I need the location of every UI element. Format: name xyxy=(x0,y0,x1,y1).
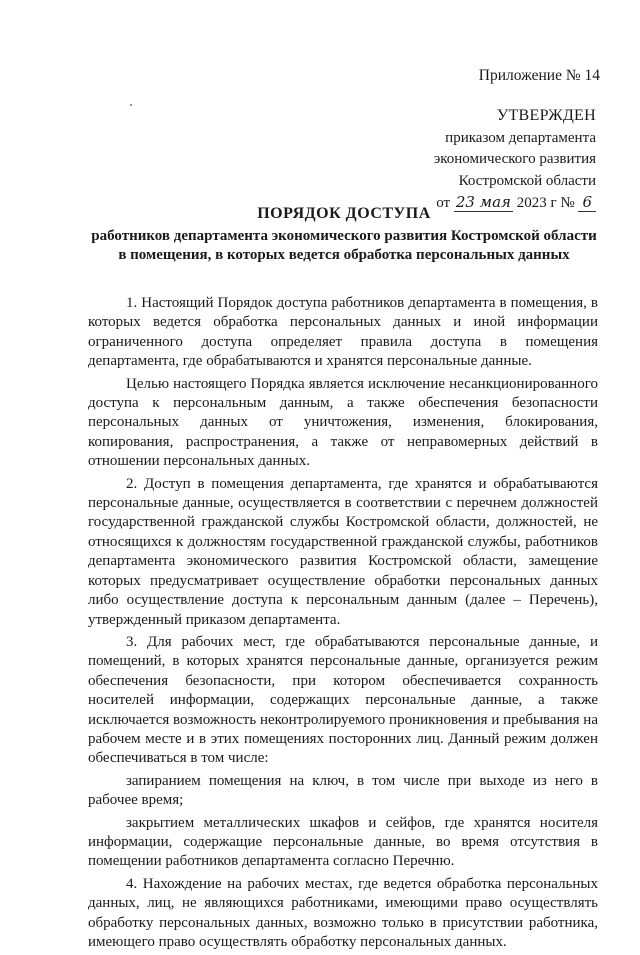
paragraph-1: 1. Настоящий Порядок доступа работников департамента в помещения, в которых ведется обработка персональных данных и иной информации ограниченного доступа определяет правила доступа в помещения департамента, где обрабатываются и хранятся персональные данные. xyxy=(88,295,598,370)
paragraph-2: 2. Доступ в помещения департамента, где хранятся и обрабатываются персональные данные, осуществляется в соответствии с перечнем должностей государственной гражданской службы Костромской области, должностей, не относящихся к должностям государственной гражданской службы, работников департамента экономического развития Костромской области, замещение которых предусматривает осуществление обработки персональных данных либо осуществление доступа к персональным данным (далее – Перечень), утвержденный приказом департамента. xyxy=(88,475,598,628)
order-line-2: экономического развития xyxy=(433,151,596,167)
title-subtitle: работников департамента экономического развития Костромской области в помещения, в которых ведется обработка персональных данных xyxy=(91,228,597,263)
paragraph-3: 3. Для рабочих мест, где обрабатываются персональные данные, и помещений, в которых хранятся персональные данные, организуется режим обеспечения безопасности, при котором обеспечивается сохранность носителей информации, содержащих персональные данные, а также исключается возможность неконтролируемого проникновения и пребывания на рабочем месте и в этих помещениях посторонних лиц. Данный режим должен обеспечиваться в том числе: xyxy=(88,633,598,767)
list-item-locking: запиранием помещения на ключ, в том числе при выходе из него в рабочее время; xyxy=(88,772,598,809)
approval-block xyxy=(380,105,596,215)
scan-speck xyxy=(130,104,132,106)
appendix-label: Приложение № 14 xyxy=(478,67,600,84)
paragraph-4: 4. Нахождение на рабочих местах, где ведется обработка персональных данных, лиц, не являющихся работниками, имеющими право осуществлять обработку персональных данных, возможно только в присутствии работника, имеющего право осуществлять обработку персональных данных. xyxy=(88,875,598,950)
paragraph-goal: Целью настоящего Порядка является исключение несанкционированного доступа к персональным данным, а также обеспечения безопасности персональных данных от уничтожения, изменения, блокирования, копирования, распространения, а также от неправомерных действий в отношении персональных данных. xyxy=(88,375,598,470)
handwritten-date: 23 мая xyxy=(455,193,511,211)
order-line-1: приказом департамента xyxy=(445,129,596,146)
date-prefix: от xyxy=(436,195,451,211)
handwritten-number: 6 xyxy=(578,193,596,212)
document-title xyxy=(90,205,598,265)
document-body xyxy=(88,294,598,955)
order-line-3: Костромской области xyxy=(458,172,596,189)
year-text: 2023 г № xyxy=(516,195,575,211)
title-main: ПОРЯДОК ДОСТУПА xyxy=(257,205,431,222)
approved-heading: УТВЕРЖДЕН xyxy=(496,107,596,124)
list-item-safes: закрытием металлических шкафов и сейфов, где хранятся носителя информации, содержащие персональные данные, во время отсутствия в помещении работников департамента согласно Перечню. xyxy=(88,814,598,870)
